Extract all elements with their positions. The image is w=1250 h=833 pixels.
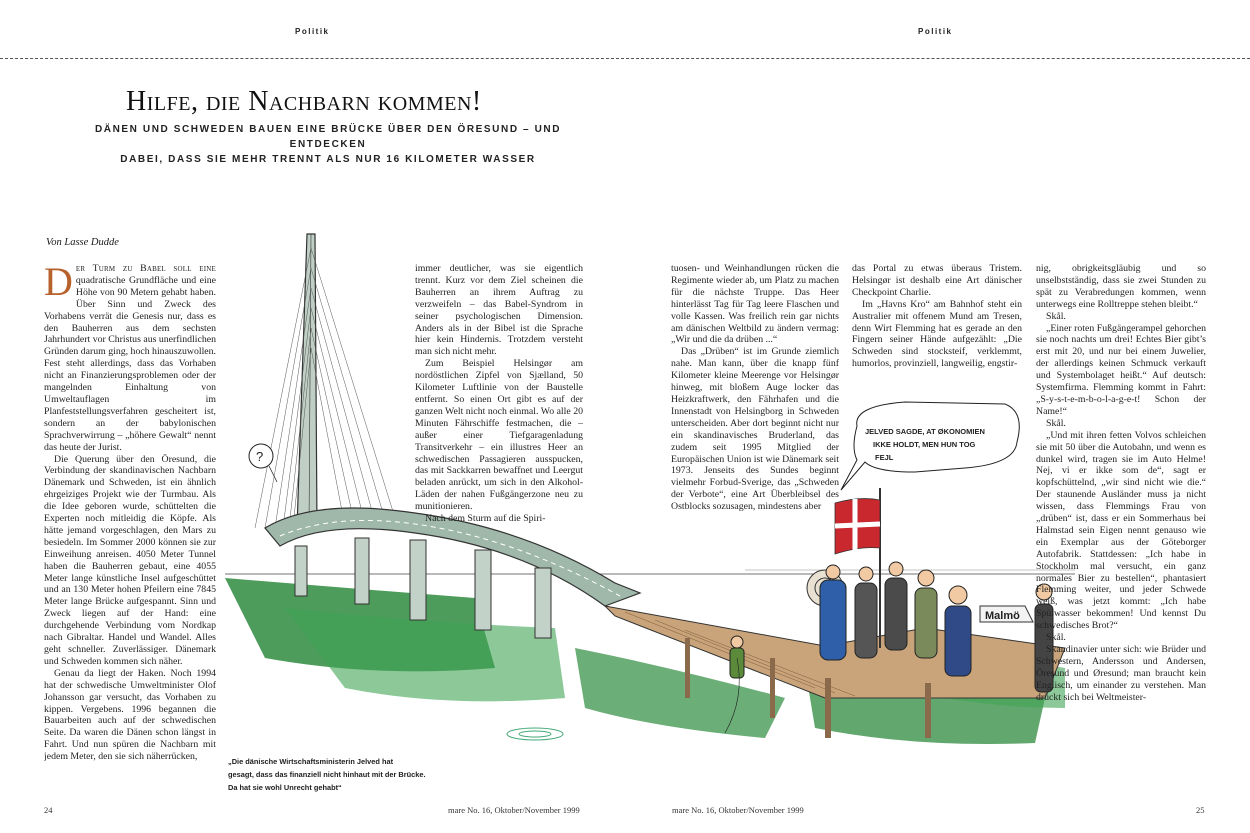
header-divider xyxy=(0,58,1250,59)
paragraph: das Portal zu etwas überaus Tristem. Helsingør ist deshalb eine Art dänischer Checkpoint Charlie. xyxy=(852,263,1022,298)
question-mark: ? xyxy=(256,449,264,464)
paragraph: Die Querung über den Öresund, die Verbindung der skandinavischen Nachbarn Dänemark und Schweden, ist ein ähnlich ehrgeiziges Projekt wie der Turmbau. Als die Idee geboren wurde, schüttelten die Experten noch mitleidig die Köpfe. Als hätte jemand vorgeschlagen, den Mars zu besiedeln. Im Sommer 2000 können sie zur Einweihung anreisen. 4050 Meter Tunnel haben die Bauherren gebaut, eine 4055 Meter lange künstliche Insel aufgeschüttet und an 130 Meter hohen Pfeilern eine 7845 Meter lange Brücke aufgespannt. Sinn und Zweck liegen auf der Hand: eine durchgehende Verbindung vom Nordkap nach Gibraltar. Handel und Wandel. Alles geht schneller. Zuverlässiger. Dänemark und Schweden kommen sich näher. xyxy=(44,453,216,667)
caption-line-2: gesagt, dass das finanziell nicht hinhaut mit der Brücke. xyxy=(228,770,426,779)
issue-info-right: mare No. 16, Oktober/November 1999 xyxy=(672,805,804,815)
paragraph: Skandinavier unter sich: wie Brüder und Schwestern, Andersson und Andersen, Öresund und Øresund; man braucht kein Englisch, um einander zu verstehen. Man drückt sich bei Weltmeister- xyxy=(1036,644,1206,703)
caption-line-3: Da hat sie wohl Unrecht gehabt“ xyxy=(228,783,342,792)
malmo-sign: Malmö xyxy=(985,610,1020,622)
speech-line-1: JELVED SAGDE, AT ØKONOMIEN xyxy=(865,427,985,436)
subhead-line-1: DÄNEN UND SCHWEDEN BAUEN EINE BRÜCKE ÜBER DEN ÖRESUND – UND ENTDECKEN xyxy=(94,124,562,150)
paragraph: „Und mit ihren fetten Volvos schleichen sie mit 50 über die Autobahn, und wenn es dunkel wird, tragen sie im Auto Helme! Nej, vi er ikke som de“, sagt er kopfschüttelnd, „wir sind nicht wie die.“ Der staunende Ausländer muss ja nicht wissen, dass Flemmings Frau von „drüben“ ist, dass er ein Sommerhaus bei Halmstad sein Eigen nennt genauso wie ein Exemplar aus der Göteborger Autofabrik. Stattdessen: „Ich habe in Stockholm mal versucht, ein ganz normales Bier zu bestellen“, phantasiert Flemming weiter, und jeder Schwede weiß, was jetzt kommt: „Ich habe Spülwasser bekommen! Und kennst Du schwedisches Brot?“ xyxy=(1036,429,1206,632)
paragraph: Skål. xyxy=(1046,632,1066,644)
column-5 xyxy=(1036,263,1206,804)
page-number-right: 25 xyxy=(1196,805,1205,815)
bridge-pylon xyxy=(255,234,395,528)
paragraph: Zum Beispiel Helsingør am nordöstlichen Zipfel von Sjælland, 50 Kilometer Luftlinie von der Baustelle entfernt. So einen Ort gibt es auf der ganzen Welt nicht noch einmal. Wo alle 20 Minuten Fährschiffe festmachen, die – außer einer Tiefgaragenladung Transitverkehr – ein illustres Heer an schwedischen Passagieren ausspucken, das mit Sackkarren bewaffnet und Leergut beladen anrückt, um sich in den Alkohol-Läden der nahen Fußgängerzone neu zu munitionieren. xyxy=(415,358,583,513)
paragraph: Nach dem Sturm auf die Spiri- xyxy=(425,513,546,525)
paragraph: tuosen- und Weinhandlungen rücken die Regimente wieder ab, um Platz zu machen für die nächste Truppe. Das Heer hinterlässt Tag für Tag leere Flaschen und volle Kassen. Was freilich rein gar nichts am dänischen Weltbild zu ändern vermag: „Wir und die da drüben ...“ xyxy=(671,263,839,346)
page-number-left: 24 xyxy=(44,805,53,815)
paragraph: immer deutlicher, was sie eigentlich trennt. Kurz vor dem Ziel scheinen die Bauherren an ihrem Auftrag zu verzweifeln – das Babel-Syndrom in seiner psychologischen Dimension. Anders als in der Bibel ist die Sprache hier kein Hindernis. Trotzdem versteht man sich nicht mehr. xyxy=(415,263,583,358)
paragraph: Skål. xyxy=(1046,417,1066,429)
byline: Von Lasse Dudde xyxy=(46,237,119,248)
paragraph: Das „Drüben“ ist im Grunde ziemlich nahe. Man kann, über die knapp fünf Kilometer kleine Meerenge vor Helsingør hinweg, mit bloßem Auge locker das Heizkraftwerk, den Fährhafen und die Innenstadt von Helsingborg in Schweden unterscheiden. Aber dort beginnt nicht nur ein skandinavisches Bruderland, das zudem seit 1995 Mitglied der Europäischen Union ist wie Dänemark seit 1973. Jenseits des Sundes beginnt vielmehr Forbud-Sverige, das „Schweden der Verbote“, eine Art Überbleibsel des Ostblocks sozusagen, mindestens aber xyxy=(671,346,839,513)
column-2 xyxy=(415,263,583,531)
paragraph xyxy=(44,263,216,454)
paragraph: „Einer roten Fußgängerampel gehorchen sie noch nachts um drei! Echtes Bier gibt’s erst mit 20, und nur bei einem Juwelier, der allerdings keinen Schmuck verkauft und Systembolaget heißt.“ Auf deutsch: Systemfirma. Flemming kommt in Fahrt: „S-y-s-t-e-m-b-o-l-a-g-e-t! Schon der Name!“ xyxy=(1036,322,1206,417)
speech-line-2: IKKE HOLDT, MEN HUN TOG xyxy=(873,440,976,449)
section-label-right: Politik xyxy=(918,27,953,36)
paragraph-text: quadratische Grundfläche und eine Höhe von 90 Metern gehabt haben. Über Sinn und Zweck des Vorhabens verrät die Genesis nur, dass es den Bauherren aus dem sechsten Jahrhundert vor Christus aus unerfindlichen Gründen darum ging, hoch hinauszuwollen. Fest steht allerdings, dass das Vorhaben nicht an Finanzierungsproblemen oder der mangelnden Einhaltung von Umweltauflagen im Planfeststellungsverfahren gescheitert ist, sondern an der babylonischen Sprachverwirrung – „höhere Gewalt“ nennt das heute der Jurist. xyxy=(44,274,216,453)
paragraph: Im „Havns Kro“ am Bahnhof steht ein Australier mit offenem Mund am Tresen, denn Wirt Flemming hat es gerade an den Fingern seiner Hände aufgezählt: „Die Schweden sind stocksteif, verklemmt, humorlos, provinziell, langweilig, engstir- xyxy=(852,298,1022,370)
question-bubble xyxy=(249,444,277,482)
paragraph: nig, obrigkeitsgläubig und so unselbstständig, dass sie zwei Stunden zu spät zu Verabredungen kommen, wenn unterwegs eine Rolltreppe stehen bleibt.“ xyxy=(1036,263,1206,310)
subheadline xyxy=(78,122,578,167)
headline: Hilfe, die Nachbarn kommen! xyxy=(126,86,482,117)
section-label-left: Politik xyxy=(295,27,330,36)
paragraph: Skål. xyxy=(1046,310,1066,322)
subhead-line-2: DABEI, DASS SIE MEHR TRENNT ALS NUR 16 KILOMETER WASSER xyxy=(120,154,536,165)
column-1 xyxy=(44,263,216,804)
column-3 xyxy=(671,263,839,541)
speech-bubble xyxy=(841,402,1019,490)
speech-line-3: FEJL xyxy=(875,453,894,462)
drop-cap: D xyxy=(44,263,73,304)
paragraph: Genau da liegt der Haken. Noch 1994 hat der schwedische Umweltminister Olof Johansson gar versucht, das Vorhaben zu kippen. Vergebens. 1996 begannen die Bauarbeiten auch auf der schwedischen Seite. Da waren die Dänen schon längst in Fahrt. Und nun spüren die Nachbarn mit jedem Meter, den sie sich näherrücken, xyxy=(44,667,216,763)
caption-line-1: „Die dänische Wirtschaftsministerin Jelved hat xyxy=(228,757,394,766)
lead-in: er Turm zu Babel soll eine xyxy=(75,263,216,274)
column-4 xyxy=(852,263,1022,393)
illustration-caption xyxy=(228,755,488,794)
issue-info-left: mare No. 16, Oktober/November 1999 xyxy=(448,805,580,815)
